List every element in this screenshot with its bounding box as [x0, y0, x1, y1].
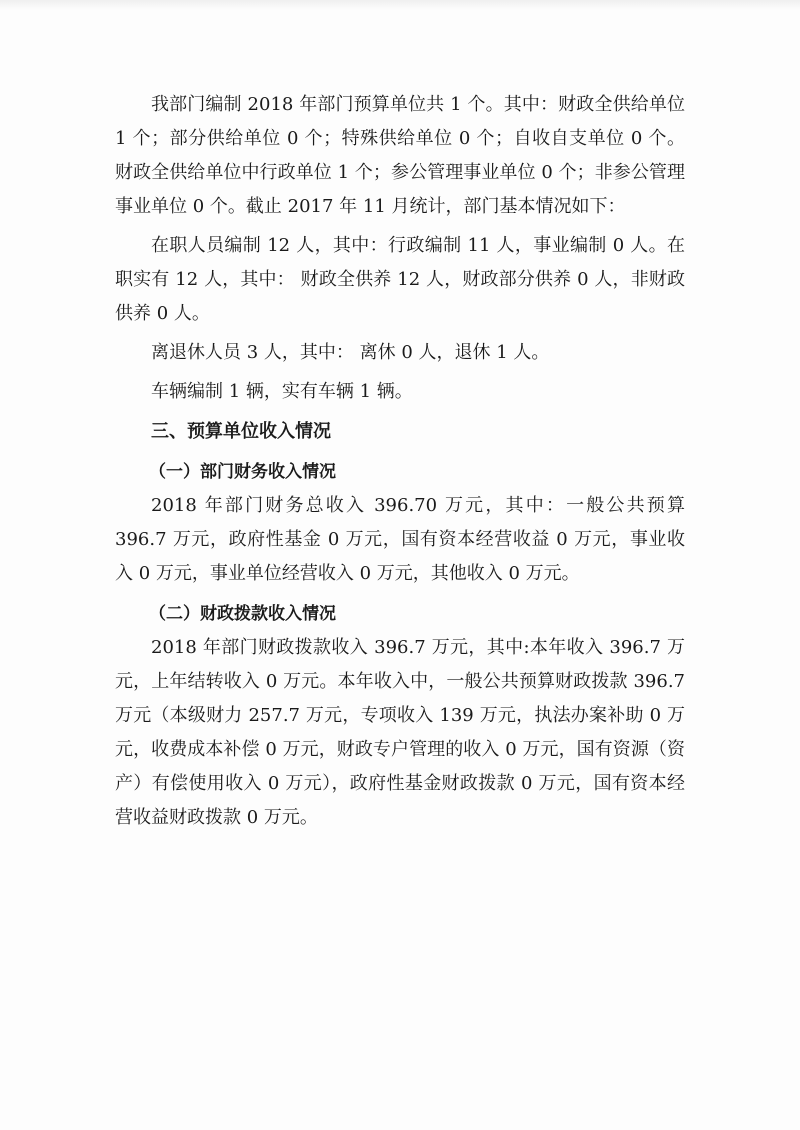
document-body — [115, 88, 685, 835]
scan-edge-shadow — [0, 0, 800, 10]
subheading-financial-income: （一）部门财务收入情况 — [149, 462, 336, 482]
paragraph-budget-units: 我部门编制 2018 年部门预算单位共 1 个。其中：财政全供给单位 1 个；部分供给单位 0 个；特殊供给单位 0 个；自收自支单位 0 个。财政全供给单位中行政单位 1 个；参公管理事业单位 0 个；非参公管理事业单位 0 个。截止 2017 年 11 月统计，部门基本情况如下： — [115, 94, 685, 217]
paragraph-retirees: 离退休人员 3 人，其中： 离休 0 人，退休 1 人。 — [151, 342, 550, 363]
section-heading-income: 三、预算单位收入情况 — [151, 421, 331, 442]
paragraph-vehicles: 车辆编制 1 辆，实有车辆 1 辆。 — [151, 381, 413, 402]
paragraph-financial-income: 2018 年部门财务总收入 396.70 万元，其中：一般公共预算 396.7 万元，政府性基金 0 万元，国有资本经营收益 0 万元，事业收入 0 万元，事业单位经营收入 0 万元，其他收入 0 万元。 — [115, 495, 685, 584]
subheading-fiscal-appropriation: （二）财政拨款收入情况 — [149, 604, 336, 624]
paragraph-fiscal-appropriation: 2018 年部门财政拨款收入 396.7 万元，其中:本年收入 396.7 万元，上年结转收入 0 万元。本年收入中，一般公共预算财政拨款 396.7 万元（本级财力 257.7 万元，专项收入 139 万元，执法办案补助 0 万元，收费成本补偿 0 万元，财政专户管理的收入 0 万元，国有资源（资产）有偿使用收入 0 万元），政府性基金财政拨款 0 万元，国有资本经营收益财政拨款 0 万元。 — [115, 637, 685, 828]
paragraph-staff: 在职人员编制 12 人，其中：行政编制 11 人，事业编制 0 人。在职实有 12 人，其中： 财政全供养 12 人，财政部分供养 0 人，非财政供养 0 人。 — [115, 235, 685, 324]
